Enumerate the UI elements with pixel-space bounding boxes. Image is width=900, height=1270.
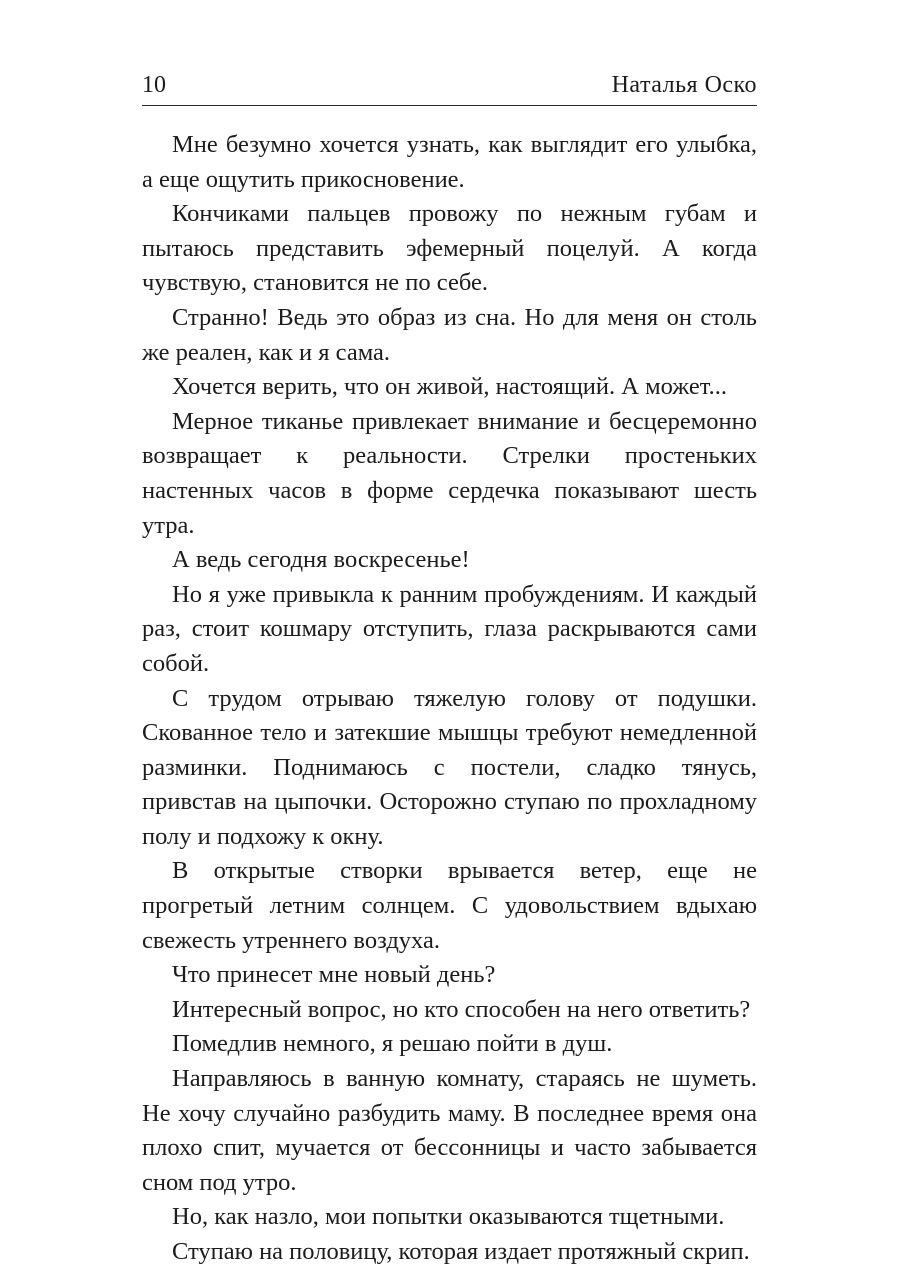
paragraph: С трудом отрываю тяжелую голову от подушки. Скованное тело и затекшие мышцы требуют немедленной разминки. Поднимаюсь с постели, сладко тянусь, привстав на цыпочки. Осторожно ступаю по прохладному полу и подхожу к окну. <box>142 684 757 850</box>
paragraph: Мерное тиканье привлекает внимание и бесцеремонно возвращает к реальности. Стрелки простеньких настенных часов в форме сердечка показывают шесть утра. <box>142 407 757 539</box>
paragraph: А ведь сегодня воскресенье! <box>172 546 470 574</box>
paragraph: Ступаю на половицу, которая издает протяжный скрип. <box>172 1238 750 1265</box>
paragraph: Направляюсь в ванную комнату, стараясь не шуметь. Не хочу случайно разбудить маму. В последнее время она плохо спит, мучается от бессонницы и часто забывается сном под утро. <box>142 1065 757 1196</box>
book-page <box>142 0 757 1265</box>
paragraph: Странно! Ведь это образ из сна. Но для меня он столь же реален, как и я сама. <box>142 303 757 366</box>
running-head <box>142 64 757 104</box>
body-text <box>142 128 757 1270</box>
paragraph: Кончиками пальцев провожу по нежным губам и пытаюсь представить эфемерный поцелуй. А когда чувствую, становится не по себе. <box>142 200 757 297</box>
paragraph: Помедлив немного, я решаю пойти в душ. <box>172 1030 613 1058</box>
paragraph: Интересный вопрос, но кто способен на него ответить? <box>172 995 751 1023</box>
paragraph: Но я уже привыкла к ранним пробуждениям. И каждый раз, стоит кошмару отступить, глаза раскрываются сами собой. <box>142 580 757 677</box>
page-number: 10 <box>142 72 166 98</box>
paragraph: Но, как назло, мои попытки оказываются тщетными. <box>172 1203 725 1231</box>
author-name: Наталья Оско <box>611 72 757 98</box>
paragraph: Что принесет мне новый день? <box>172 961 496 989</box>
header-divider <box>142 105 757 106</box>
paragraph: В открытые створки врывается ветер, еще не прогретый летним солнцем. С удовольствием вдыхаю свежесть утреннего воздуха. <box>142 857 757 954</box>
paragraph: Хочется верить, что он живой, настоящий. А может... <box>172 373 727 401</box>
paragraph: Мне безумно хочется узнать, как выглядит его улыбка, а еще ощутить прикосновение. <box>142 131 757 193</box>
